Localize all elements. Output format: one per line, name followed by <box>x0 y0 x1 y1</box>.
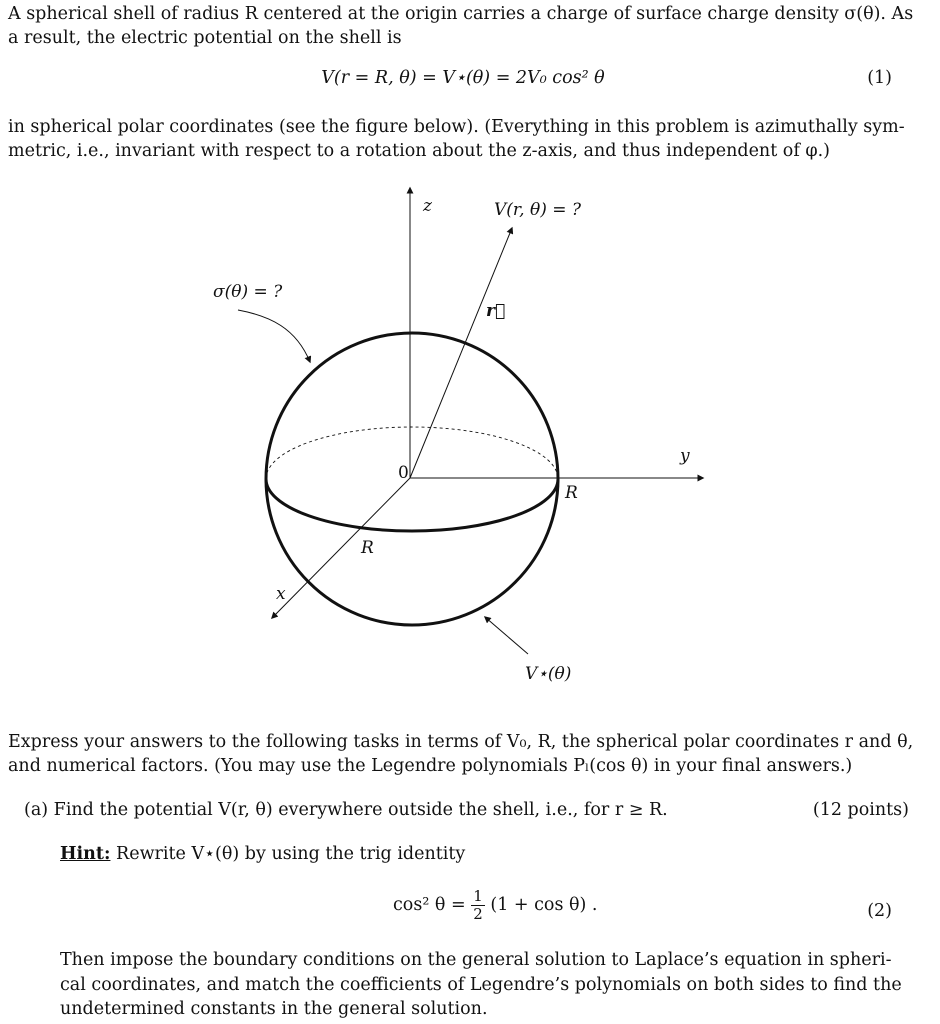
equation-1 <box>8 68 918 94</box>
equation-1-number: (1) <box>867 68 892 88</box>
equation-2-number: (2) <box>867 901 892 921</box>
equation-2 <box>8 888 918 938</box>
surface-potential-label: V⋆(θ) <box>525 664 572 684</box>
equation-1-body: V(r = R, θ) = V⋆(θ) = 2V₀ cos² θ <box>321 68 605 88</box>
closing-line-1: Then impose the boundary conditions on the general solution to Laplace’s equation in spheri- <box>60 950 892 970</box>
r-vector <box>410 228 512 478</box>
equation-2-rhs: (1 + cos θ) . <box>490 895 598 915</box>
coordinates-line-1: in spherical polar coordinates (see the figure below). (Everything in this problem is azimuthally sym- <box>8 117 905 137</box>
closing-paragraph <box>60 948 916 1022</box>
y-axis-label: y <box>680 446 690 466</box>
z-axis-label: z <box>423 196 432 216</box>
hint-text: Rewrite V⋆(θ) by using the trig identity <box>116 844 466 864</box>
express-paragraph <box>8 730 918 778</box>
intro-line-2: a result, the electric potential on the shell is <box>8 28 402 48</box>
x-axis <box>272 478 410 618</box>
express-line-1: Express your answers to the following tasks in terms of V₀, R, the spherical polar coordinates r and θ, <box>8 732 914 752</box>
fraction-numerator: 1 <box>473 887 483 905</box>
hint-label: Hint: <box>60 844 111 864</box>
sigma-question: σ(θ) = ? <box>213 282 283 302</box>
equation-2-lhs: cos² θ = <box>393 895 466 915</box>
equator-front <box>266 479 558 531</box>
part-a <box>24 800 909 820</box>
equator-back <box>266 427 558 479</box>
coordinates-paragraph <box>8 115 918 163</box>
sigma-pointer <box>238 310 310 362</box>
part-a-text: Find the potential V(r, θ) everywhere outside the shell, i.e., for r ≥ R. <box>53 800 668 820</box>
closing-line-2: cal coordinates, and match the coefficients of Legendre’s polynomials on both sides to find the <box>60 974 902 995</box>
intro-paragraph <box>8 2 918 50</box>
part-a-points: (12 points) <box>812 800 909 820</box>
sphere-outline <box>266 333 558 625</box>
express-line-2: and numerical factors. (You may use the Legendre polynomials Pₗ(cos θ) in your final answers.) <box>8 756 853 776</box>
one-half-fraction <box>471 888 485 923</box>
closing-line-3: undetermined constants in the general solution. <box>60 999 488 1019</box>
intro-line-1: A spherical shell of radius R centered at the origin carries a charge of surface charge density σ(θ). As <box>8 4 914 24</box>
radius-label-y: R <box>565 483 578 503</box>
origin-label: 0 <box>398 463 409 483</box>
r-vector-label: r⃗ <box>486 301 506 321</box>
sphere-figure <box>0 180 940 700</box>
fraction-denominator: 2 <box>473 905 483 923</box>
hint <box>60 844 465 864</box>
surface-potential-pointer <box>485 617 528 654</box>
x-axis-label: x <box>276 584 286 604</box>
part-a-label: (a) <box>24 800 49 820</box>
coordinates-line-2: metric, i.e., invariant with respect to a rotation about the z-axis, and thus independent of φ.) <box>8 141 831 161</box>
radius-label-x: R <box>361 538 374 558</box>
potential-question: V(r, θ) = ? <box>494 200 582 220</box>
